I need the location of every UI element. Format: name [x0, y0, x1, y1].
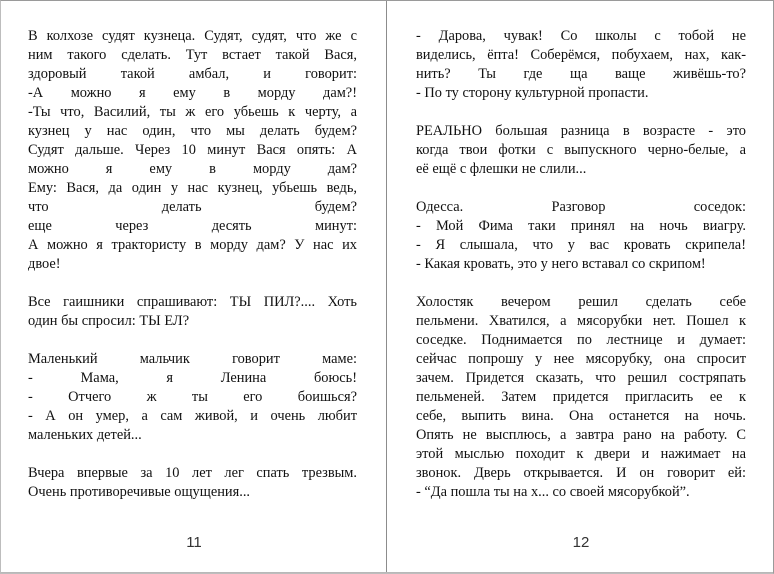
text-line: Очень противоречивые ощущения...: [28, 484, 251, 500]
bottom-border: [1, 572, 773, 573]
text-line: -А можно я ему в морду дам?!: [28, 85, 357, 101]
text-line: - Мама, я Ленина боюсь!: [28, 370, 357, 386]
text-line: звонок. Дверь открывается. И он говорит ей:: [416, 465, 746, 481]
text-line: виделись, ёпта! Соберёмся, побухаем, нах, как-: [416, 47, 746, 63]
text-line: один бы спросил: ТЫ ЕЛ?: [28, 313, 190, 329]
text-line: пельменей. Затем придется пригласить ее к: [416, 389, 746, 405]
text-line: еще через десять минут:: [28, 218, 357, 234]
left-page: [1, 1, 386, 573]
text-line: - Я слышала, что у вас кровать скрипела!: [416, 237, 746, 253]
text-line: двое!: [28, 256, 61, 272]
text-line: можно я ему в морду дам?: [28, 161, 357, 177]
text-line: Ему: Вася, да один у нас кузнец, убьешь ведь,: [28, 180, 357, 196]
text-line: А можно я трактористу в морду дам? У нас их: [28, 237, 357, 253]
page-body: [416, 27, 746, 521]
text-line: пельмени. Хватился, а мясорубки нет. Пошел к: [416, 313, 746, 329]
paragraph: [28, 350, 357, 445]
text-line: Все гаишники спрашивают: ТЫ ПИЛ?.... Хоть: [28, 294, 357, 310]
text-line: её ещё с флешки не слили...: [416, 161, 587, 177]
text-line: - А он умер, а сам живой, и очень любит: [28, 408, 357, 424]
text-line: когда твои фотки с выпускного черно-белые, а: [416, 142, 746, 158]
text-line: зачем. Придется сказать, что решил состряпать: [416, 370, 746, 386]
text-line: ним такого сделать. Тут встает такой Вася,: [28, 47, 357, 63]
paragraph: [28, 464, 357, 502]
text-line: этой мыслью походит к двери и нажимает на: [416, 446, 746, 462]
text-line: -Ты что, Василий, ты ж его убьешь к черту, а: [28, 104, 357, 120]
text-line: - Дарова, чувак! Со школы с тобой не: [416, 28, 746, 44]
text-line: здоровый такой амбал, и говорит:: [28, 66, 357, 82]
text-line: нить? Ты где ща ваще живёшь-то?: [416, 66, 746, 82]
text-line: что делать будем?: [28, 199, 357, 215]
text-line: РЕАЛЬНО большая разница в возрасте - это: [416, 123, 746, 139]
page-number: 12: [572, 534, 590, 551]
paragraph: [28, 27, 357, 274]
text-line: - Какая кровать, это у него вставал со скрипом!: [416, 256, 706, 272]
text-line: себе, выпить вина. Она останется на ночь.: [416, 408, 746, 424]
text-line: Вчера впервые за 10 лет лег спать трезвым.: [28, 465, 357, 481]
paragraph: [416, 122, 746, 179]
page-number: 11: [186, 534, 202, 551]
paragraph: [416, 293, 746, 502]
text-line: сейчас попрошу у нее мясорубку, она спросит: [416, 351, 746, 367]
text-line: В колхозе судят кузнеца. Судят, судят, что же с: [28, 28, 357, 44]
text-line: Опять не высплюсь, а завтра рано на работу. С: [416, 427, 746, 443]
text-line: соседке. Поднимается по лестнице и думает:: [416, 332, 746, 348]
text-line: - По ту сторону культурной пропасти.: [416, 85, 649, 101]
text-line: кузнец у нас один, что мы делать будем?: [28, 123, 357, 139]
paragraph: [416, 198, 746, 274]
text-line: Холостяк вечером решил сделать себе: [416, 294, 746, 310]
text-line: - Отчего ж ты его боишься?: [28, 389, 357, 405]
text-line: - “Да пошла ты на х... со своей мясорубкой”.: [416, 484, 690, 500]
page-body: [28, 27, 357, 521]
text-line: Одесса. Разговор соседок:: [416, 199, 746, 215]
page-gutter-divider: [386, 1, 387, 573]
text-line: Маленький мальчик говорит маме:: [28, 351, 357, 367]
text-line: Судят дальше. Через 10 минут Вася опять: А: [28, 142, 357, 158]
right-page: [388, 1, 774, 573]
text-line: - Мой Фима таки принял на ночь виагру.: [416, 218, 746, 234]
paragraph: [28, 293, 357, 331]
text-line: маленьких детей...: [28, 427, 142, 443]
paragraph: [416, 27, 746, 103]
